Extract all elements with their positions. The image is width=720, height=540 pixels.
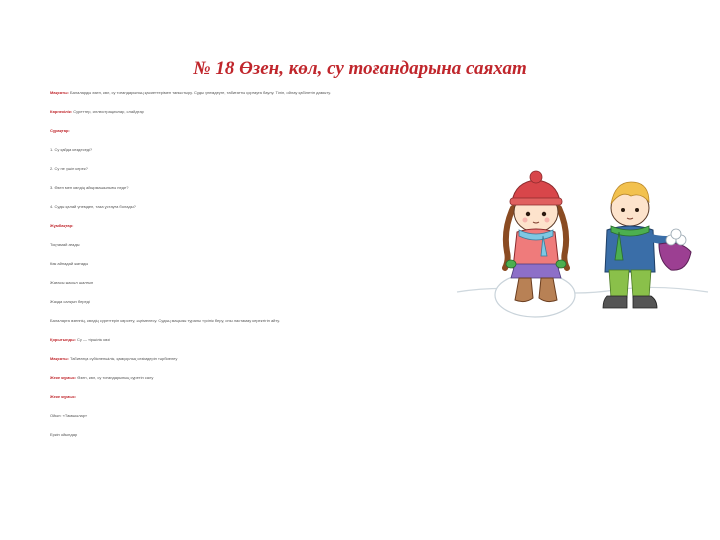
snow-ground xyxy=(457,287,708,293)
text-line: Жеке жұмыс: xyxy=(50,394,77,399)
text-line: Еркін ойындар xyxy=(50,432,78,437)
text-line: Көрнекілік: Суреттер, иллюстрациялар, слайдтар xyxy=(50,109,144,114)
text-line: Тоқтамай ағады xyxy=(50,242,80,247)
text-line: 2. Су не үшін керек? xyxy=(50,166,88,171)
boy-figure xyxy=(603,182,691,308)
text-line: Көк айнадай жатады xyxy=(50,261,89,266)
text-line: Балаларға өзеннің, көлдің суреттерін көрсету, әңгімелесу. Судың маңызы туралы түсінік беру, оны ластамау керектігін айту. xyxy=(50,318,281,323)
page-title: № 18 Өзен, көл, су тоғандарына саяхат xyxy=(193,58,527,79)
children-winter-illustration xyxy=(455,160,710,325)
text-line: Ойын: «Тамшылар» xyxy=(50,413,88,418)
text-line: 3. Өзен мен көлдің айырмашылығы неде? xyxy=(50,185,129,190)
text-line: Қорытынды: Су — тіршілік көзі xyxy=(50,337,110,342)
text-line: Сұрақтар: xyxy=(50,128,70,133)
text-line: Жағасы жасыл шалғын xyxy=(50,280,94,285)
text-line: 1. Су қайда кездеседі? xyxy=(50,147,93,152)
text-line: Жеке жұмыс: Өзен, көл, су тоғандарының суретін салу xyxy=(50,375,154,380)
text-line: Жұмбақтар: xyxy=(50,223,74,228)
text-line: Мақсаты: Балаларды өзен, көл, су тоғандарының қасиеттерімен таныстыру. Суды үнемдеуге, табиғатты қорғауға баулу. Тілін, ойлау қабілетін дамыту. xyxy=(50,90,331,95)
text-line: Мақсаты: Табиғатқа сүйіспеншілік, қамқорлық сезімдерін тәрбиелеу xyxy=(50,356,178,361)
text-line: Жазда салқын береді xyxy=(50,299,90,304)
text-line: 4. Суды қалай үнемдеп, таза ұстауға болады? xyxy=(50,204,136,209)
snowball-seat xyxy=(495,273,575,317)
